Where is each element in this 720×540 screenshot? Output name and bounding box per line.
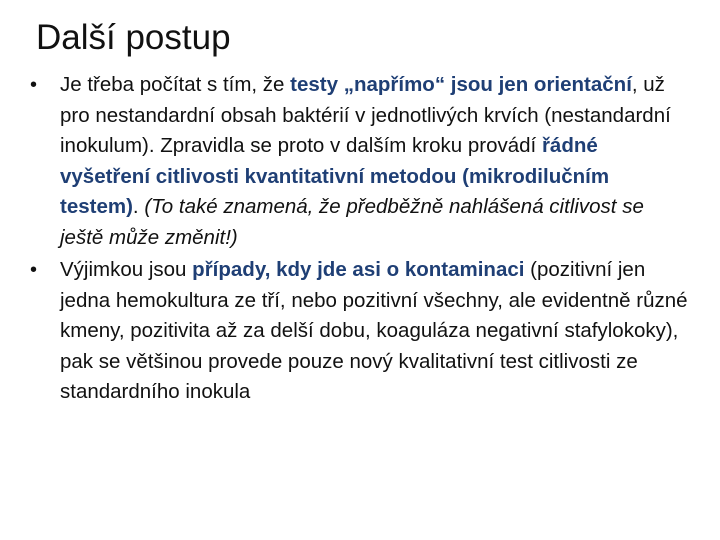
bullet-emphasis-text: testy „napřímo“ jsou jen orientační	[290, 73, 632, 96]
bullet-text-segment: .	[132, 195, 145, 218]
bullet-icon: •	[30, 74, 38, 96]
bullet-text-segment: (pozitivní jen jedna hemokultura ze tří, nebo pozitivní všechny, ale evidentně různé kmeny, pozitivita až za delší dobu, koaguláza negativní stafylokoky), pak se většinou provede pouze nový kvalitativní test citlivosti ze standardního inokula	[60, 258, 688, 403]
bullet-text-segment: Je třeba počítat s tím, že	[60, 73, 291, 96]
bullet-italic-note: (To také znamená, že předběžně nahlášená citlivost se ještě může změnit!)	[60, 195, 644, 249]
slide-title: Další postup	[36, 18, 231, 57]
bullet-list	[30, 70, 690, 410]
bullet-emphasis-text: řádné vyšetření citlivosti kvantitativní metodou (mikrodilučním testem)	[60, 134, 610, 218]
bullet-emphasis-text: případy, kdy jde asi o kontaminaci	[192, 258, 525, 281]
bullet-text-segment: , už pro nestandardní obsah baktérií v jednotlivých krvích (nestandardní inokulum). Zpravidla se proto v dalším kroku provádí	[60, 73, 671, 157]
bullet-item	[30, 70, 690, 253]
bullet-text-segment: Výjimkou jsou	[60, 258, 193, 281]
bullet-icon: •	[30, 259, 38, 281]
bullet-item	[30, 255, 690, 408]
